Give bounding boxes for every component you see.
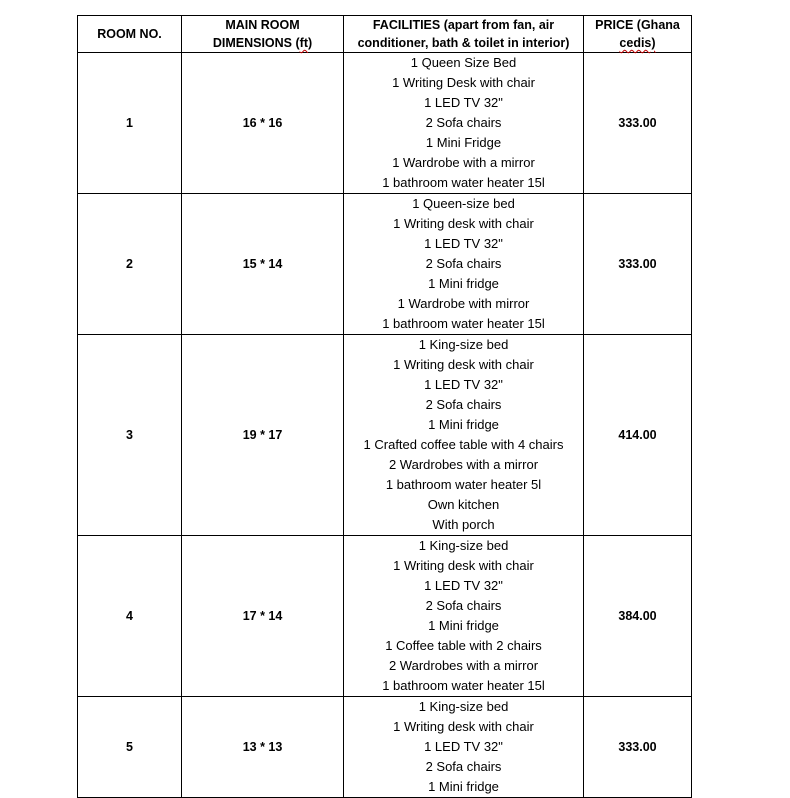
facility-item: 2 Wardrobes with a mirror	[388, 658, 539, 673]
facility-item: 1 Wardrobe with a mirror	[392, 155, 535, 170]
facility-item: 1 Crafted coffee table with 4 chairs	[363, 437, 564, 452]
facility-item: 1 Queen-size bed	[412, 196, 515, 211]
facility-item: 1 Mini fridge	[428, 276, 499, 291]
room-facilities-cell	[344, 697, 584, 798]
header-dimensions	[182, 16, 344, 53]
facility-item: 1 bathroom water heater 15l	[382, 175, 545, 190]
facility-item: 1 Mini fridge	[428, 779, 499, 794]
facility-item: With porch	[432, 517, 495, 532]
facility-item: 1 LED TV 32"	[424, 377, 503, 392]
header-dimensions-line2-a: DIMENSIONS (	[212, 36, 300, 50]
facility-item: 1 King-size bed	[418, 538, 509, 553]
facility-item: 2 Sofa chairs	[425, 256, 502, 271]
header-room-no-label: ROOM NO.	[97, 27, 162, 41]
room-number-cell: 4	[78, 536, 182, 697]
room-facilities-cell	[344, 335, 584, 536]
header-row	[78, 16, 692, 53]
room-dimensions-cell: 13 * 13	[182, 697, 344, 798]
table-row	[78, 697, 692, 798]
header-price-line1: PRICE (Ghana	[595, 18, 680, 32]
room-facilities-cell	[344, 194, 584, 335]
rooms-table	[77, 15, 692, 798]
room-facilities-cell	[344, 536, 584, 697]
facility-item: 1 LED TV 32"	[424, 739, 503, 754]
room-number-cell: 3	[78, 335, 182, 536]
facility-item: 1 Writing Desk with chair	[392, 75, 535, 90]
facility-item: 1 bathroom water heater 15l	[382, 316, 545, 331]
table-body	[78, 53, 692, 798]
header-dimensions-line2	[182, 34, 343, 52]
room-number-cell: 1	[78, 53, 182, 194]
table-row	[78, 194, 692, 335]
room-price-cell: 384.00	[584, 536, 692, 697]
room-dimensions-cell: 15 * 14	[182, 194, 344, 335]
facility-item: 1 LED TV 32"	[424, 578, 503, 593]
header-facilities	[344, 16, 584, 53]
room-price-cell: 333.00	[584, 194, 692, 335]
facility-item: 1 LED TV 32"	[424, 95, 503, 110]
facility-item: 1 Writing desk with chair	[393, 216, 534, 231]
header-room-no	[78, 16, 182, 53]
facility-item: 2 Sofa chairs	[425, 397, 502, 412]
room-facilities-cell	[344, 53, 584, 194]
facility-item: 1 bathroom water heater 15l	[382, 678, 545, 693]
room-price-cell: 333.00	[584, 53, 692, 194]
facility-item: 2 Sofa chairs	[425, 598, 502, 613]
facility-item: 1 Mini fridge	[428, 618, 499, 633]
facility-item: 1 Queen Size Bed	[410, 55, 517, 70]
facility-item: 1 Mini fridge	[428, 417, 499, 432]
room-price-cell: 414.00	[584, 335, 692, 536]
facility-item: 1 King-size bed	[418, 699, 509, 714]
header-price-line2: cedis)	[619, 36, 656, 50]
facility-item: 1 Writing desk with chair	[393, 719, 534, 734]
facility-item: 1 Wardrobe with mirror	[397, 296, 530, 311]
table-row	[78, 335, 692, 536]
room-dimensions-cell: 16 * 16	[182, 53, 344, 194]
header-dimensions-line2-c: )	[307, 36, 313, 50]
facility-item: 1 Mini Fridge	[425, 135, 502, 150]
table-row	[78, 53, 692, 194]
header-price	[584, 16, 692, 53]
table-row	[78, 536, 692, 697]
room-number-cell: 2	[78, 194, 182, 335]
facility-item: 1 King-size bed	[418, 337, 509, 352]
header-facilities-line1: FACILITIES (apart from fan, air	[372, 18, 555, 32]
header-dimensions-unit: ft	[299, 36, 308, 50]
room-dimensions-cell: 17 * 14	[182, 536, 344, 697]
facility-item: 2 Sofa chairs	[425, 115, 502, 130]
facility-item: Own kitchen	[427, 497, 500, 512]
facility-item: 2 Sofa chairs	[425, 759, 502, 774]
facility-item: 2 Wardrobes with a mirror	[388, 457, 539, 472]
room-price-cell: 333.00	[584, 697, 692, 798]
table-header	[78, 16, 692, 53]
facility-item: 1 LED TV 32"	[424, 236, 503, 251]
facility-item: 1 Writing desk with chair	[393, 357, 534, 372]
facility-item: 1 Coffee table with 2 chairs	[385, 638, 542, 653]
header-facilities-line2: conditioner, bath & toilet in interior)	[357, 36, 570, 50]
room-dimensions-cell: 19 * 17	[182, 335, 344, 536]
header-dimensions-line1: MAIN ROOM	[225, 18, 300, 32]
room-number-cell: 5	[78, 697, 182, 798]
facility-item: 1 bathroom water heater 5l	[385, 477, 542, 492]
facility-item: 1 Writing desk with chair	[393, 558, 534, 573]
